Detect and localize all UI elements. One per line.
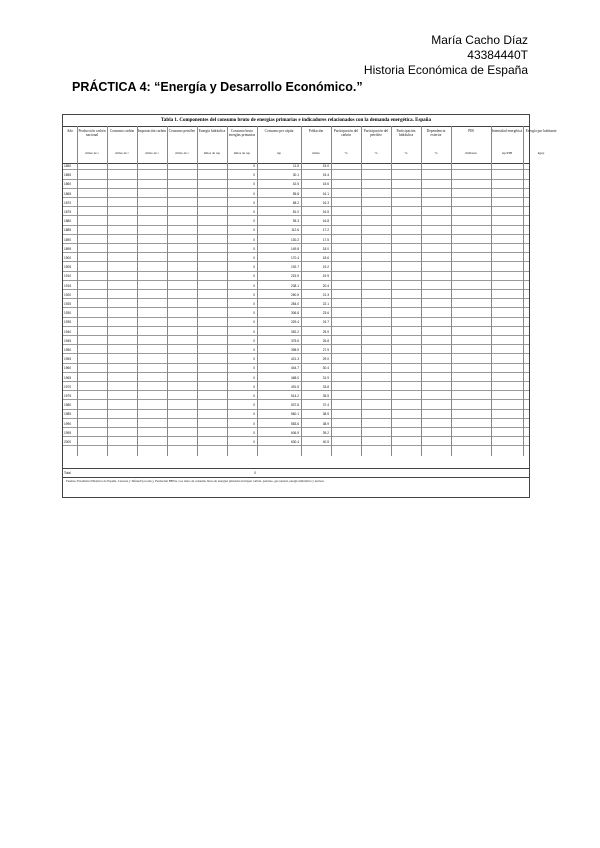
table-cell: 0 [253, 357, 255, 362]
column-header: Consumo bruto energías primarias [228, 129, 256, 137]
table-cell: 42.5 [292, 182, 299, 187]
table-row [63, 172, 529, 179]
table-row [63, 356, 529, 363]
table-row [63, 273, 529, 280]
table-cell: 20.4 [322, 283, 329, 288]
column-unit: miles de tep [233, 151, 251, 155]
column-unit: % [404, 151, 408, 155]
year-cell: 1885 [64, 228, 72, 233]
table-cell: 16.1 [322, 191, 329, 196]
table-cell: 16.8 [322, 219, 329, 224]
column-header: Participación hidráulica [396, 129, 416, 137]
table-cell: 0 [253, 311, 255, 316]
data-table [62, 114, 557, 498]
table-cell: 35.5 [322, 394, 329, 398]
table-cell: 0 [253, 302, 255, 306]
table-cell: 17.5 [322, 237, 329, 242]
table-cell: 0 [253, 283, 255, 288]
column-header: Consumo petróleo [168, 129, 196, 133]
column-unit: miles de t [115, 151, 129, 155]
column-header: Año [66, 129, 74, 133]
table-cell: 0 [253, 191, 255, 196]
column-divider [107, 126, 108, 456]
table-row [63, 301, 529, 308]
table-cell: 583.6 [291, 421, 299, 426]
table-row [63, 237, 529, 244]
table-cell: 192.7 [291, 265, 299, 270]
table-cell: 0 [253, 338, 255, 343]
table-cell: 24.7 [322, 320, 329, 325]
column-divider [391, 126, 392, 456]
total-label: Total [64, 471, 71, 475]
year-cell: 1880 [64, 219, 72, 224]
table-cell: 37.4 [322, 403, 329, 408]
column-unit: miles [312, 151, 320, 155]
table-row [63, 393, 529, 400]
table-cell: 444.7 [291, 366, 299, 371]
table-row [63, 338, 529, 345]
table-cell: 215.9 [291, 274, 299, 279]
year-cell: 1875 [64, 210, 72, 214]
year-cell: 1905 [64, 265, 72, 270]
table-row [63, 209, 529, 216]
year-cell: 1965 [64, 375, 72, 380]
table-row [63, 218, 529, 225]
table-row [63, 191, 529, 198]
table-cell: 19.9 [322, 274, 329, 279]
table-cell: 0 [253, 394, 255, 398]
table-cell: 31.9 [322, 375, 329, 380]
year-cell: 1925 [64, 302, 72, 306]
header-block [364, 33, 528, 78]
table-cell: 560.1 [291, 412, 299, 417]
table-cell: 0 [253, 228, 255, 233]
column-divider [421, 126, 422, 456]
table-row [63, 375, 529, 382]
table-cell: 0 [253, 173, 255, 178]
table-cell: 0 [253, 348, 255, 352]
column-divider [523, 126, 524, 456]
table-total-row [63, 468, 529, 478]
table-cell: 17.2 [322, 228, 329, 233]
table-cell: 95.3 [292, 219, 299, 224]
table-cell: 39.2 [322, 430, 329, 435]
table-cell: 0 [253, 256, 255, 260]
table-cell: 23.6 [322, 311, 329, 316]
table-cell: 0 [253, 274, 255, 279]
column-unit: kgep [537, 151, 545, 155]
column-unit: tep/PIB [501, 151, 513, 155]
column-header: Energía hidráulica [198, 129, 226, 133]
table-cell: 38.9 [322, 421, 329, 426]
table-row [63, 439, 529, 446]
table-cell: 15.4 [322, 173, 329, 178]
year-cell: 1890 [64, 237, 72, 242]
year-cell: 1920 [64, 292, 72, 297]
year-cell: 1850 [64, 164, 72, 168]
table-cell: 30.4 [322, 366, 329, 371]
table-cell: 421.3 [291, 357, 299, 362]
table-row [63, 421, 529, 428]
table-cell: 0 [253, 182, 255, 187]
table-row [63, 283, 529, 290]
column-header: Dependencia exterior [426, 129, 446, 137]
year-cell: 1900 [64, 256, 72, 260]
table-cell: 26.8 [322, 338, 329, 343]
year-cell: 1910 [64, 274, 72, 279]
table-cell: 398.9 [291, 348, 299, 352]
column-divider [77, 126, 78, 456]
table-cell: 11.5 [293, 164, 299, 168]
page-title: PRÁCTICA 4: “Energía y Desarrollo Económico.” [72, 80, 363, 94]
column-header: PIB [468, 129, 474, 133]
year-cell: 1970 [64, 384, 72, 389]
table-row [63, 430, 529, 437]
table-cell: 18.0 [322, 246, 329, 251]
year-cell: 1975 [64, 394, 72, 398]
year-cell: 1860 [64, 182, 72, 187]
year-cell: 1950 [64, 348, 72, 352]
table-row [63, 402, 529, 409]
column-header: Consumo carbón [109, 129, 135, 133]
table-cell: 25.9 [322, 329, 329, 334]
table-cell: 306.8 [291, 311, 299, 316]
table-cell: 170.4 [291, 256, 299, 260]
table-cell: 375.6 [291, 338, 299, 343]
column-divider [197, 126, 198, 456]
table-cell: 0 [253, 265, 255, 270]
table-cell: 0 [253, 430, 255, 435]
table-cell: 352.2 [291, 329, 299, 334]
table-cell: 0 [253, 366, 255, 371]
table-row [63, 310, 529, 317]
table-row [63, 411, 529, 418]
column-header: Consumo per cápita [264, 129, 294, 133]
table-cell: 606.9 [291, 430, 299, 435]
year-cell: 1915 [64, 283, 72, 288]
table-cell: 112.6 [291, 228, 299, 233]
table-cell: 284.0 [291, 302, 299, 306]
column-divider [167, 126, 168, 456]
table-cell: 40.5 [322, 440, 329, 444]
column-unit: miles de tep [203, 151, 221, 155]
table-row [63, 181, 529, 188]
table-cell: 0 [253, 200, 255, 205]
year-cell: 1985 [64, 412, 72, 417]
year-cell: 1995 [64, 430, 72, 435]
column-divider [331, 126, 332, 456]
table-row [63, 246, 529, 253]
year-cell: 1960 [64, 366, 72, 371]
column-unit: tep [276, 151, 282, 155]
table-cell: 15.6 [322, 182, 329, 187]
column-divider [257, 126, 258, 456]
table-cell: 491.5 [291, 384, 299, 389]
column-unit: miles de t [175, 151, 189, 155]
table-cell: 38.5 [322, 412, 329, 417]
table-cell: 260.5 [291, 292, 299, 297]
table-row [63, 347, 529, 354]
column-header: Población [308, 129, 324, 133]
table-cell: 18.6 [322, 256, 329, 260]
table-footnote: Fuentes: Estadística Histórica de España. Carreras y Tafunell (coords.), Fundación BBVA. Los datos de consumo bruto de energías primarias incluyen carbón, petróleo, gas natural, energía hidráulica y nuclear. [66, 479, 325, 483]
table-cell: 22.1 [322, 302, 329, 306]
table-caption: Tabla 1. Componentes del consumo bruto de energías primarias e indicadores relacionados con la demanda energética. España [161, 118, 431, 123]
column-unit: miles de t [145, 151, 159, 155]
column-unit: % [434, 151, 438, 155]
table-row [63, 319, 529, 326]
column-divider [227, 126, 228, 456]
column-unit: % [344, 151, 348, 155]
year-cell: 2000 [64, 440, 72, 444]
table-row [63, 227, 529, 234]
column-unit: millones [465, 151, 477, 155]
table-header [63, 126, 557, 164]
column-divider [491, 126, 492, 456]
year-cell: 1895 [64, 246, 72, 251]
table-cell: 33.8 [322, 384, 329, 389]
table-cell: 0 [253, 421, 255, 426]
table-cell: 630.4 [291, 440, 299, 444]
table-cell: 0 [253, 210, 255, 214]
author-name: María Cacho Díaz [431, 33, 528, 47]
year-cell: 1940 [64, 329, 72, 334]
year-cell: 1870 [64, 200, 72, 205]
table-cell: 149.8 [291, 246, 299, 251]
table-cell: 30.1 [292, 173, 299, 178]
year-cell: 1935 [64, 320, 72, 325]
table-row [63, 200, 529, 207]
column-header: Intensidad energética [491, 129, 523, 133]
table-cell: 0 [253, 292, 255, 297]
total-cell: 0 [254, 471, 256, 475]
table-cell: 0 [253, 412, 255, 417]
column-divider [451, 126, 452, 456]
student-id: 43384440T [467, 48, 528, 62]
year-cell: 1930 [64, 311, 72, 316]
column-unit: miles de t [85, 151, 99, 155]
year-cell: 1980 [64, 403, 72, 408]
table-cell: 16.3 [322, 200, 329, 205]
table-cell: 537.8 [291, 403, 299, 408]
column-header: Importación carbón [137, 129, 167, 133]
table-cell: 16.5 [322, 210, 329, 214]
table-cell: 27.9 [322, 348, 329, 352]
table-cell: 0 [253, 384, 255, 389]
year-cell: 1945 [64, 338, 72, 343]
table-cell: 0 [253, 375, 255, 380]
table-cell: 0 [253, 164, 255, 168]
table-cell: 19.2 [322, 265, 329, 270]
table-cell: 130.2 [291, 237, 299, 242]
table-row [63, 329, 529, 336]
table-cell: 0 [253, 320, 255, 325]
table-cell: 0 [253, 219, 255, 224]
table-row [63, 163, 529, 170]
table-cell: 468.0 [291, 375, 299, 380]
table-cell: 21.3 [322, 292, 329, 297]
table-cell: 329.4 [291, 320, 299, 325]
table-cell: 81.0 [292, 210, 299, 214]
table-row [63, 365, 529, 372]
column-header: Producción carbón nacional [78, 129, 106, 137]
year-cell: 1955 [64, 357, 72, 362]
table-row [63, 255, 529, 262]
column-unit: % [374, 151, 378, 155]
table-cell: 29.0 [322, 357, 329, 362]
table-cell: 55.8 [292, 191, 299, 196]
table-cell: 0 [253, 246, 255, 251]
table-row [63, 292, 529, 299]
column-divider [137, 126, 138, 456]
year-cell: 1865 [64, 191, 72, 196]
column-header: Participación del petróleo [363, 129, 389, 137]
column-header: Participación del carbón [333, 129, 359, 137]
year-cell: 1990 [64, 421, 72, 426]
table-row [63, 384, 529, 391]
table-cell: 514.2 [291, 394, 299, 398]
column-header: Energía por habitante [525, 129, 557, 133]
column-divider [361, 126, 362, 456]
table-row [63, 264, 529, 271]
table-cell: 68.2 [292, 200, 299, 205]
course-name: Historia Económica de España [363, 63, 528, 77]
table-cell: 0 [253, 329, 255, 334]
table-cell: 15.0 [322, 164, 329, 168]
table-cell: 238.1 [291, 283, 299, 288]
table-cell: 0 [253, 237, 255, 242]
table-cell: 0 [253, 440, 255, 444]
table-cell: 0 [253, 403, 255, 408]
column-divider [301, 126, 302, 456]
year-cell: 1855 [64, 173, 72, 178]
